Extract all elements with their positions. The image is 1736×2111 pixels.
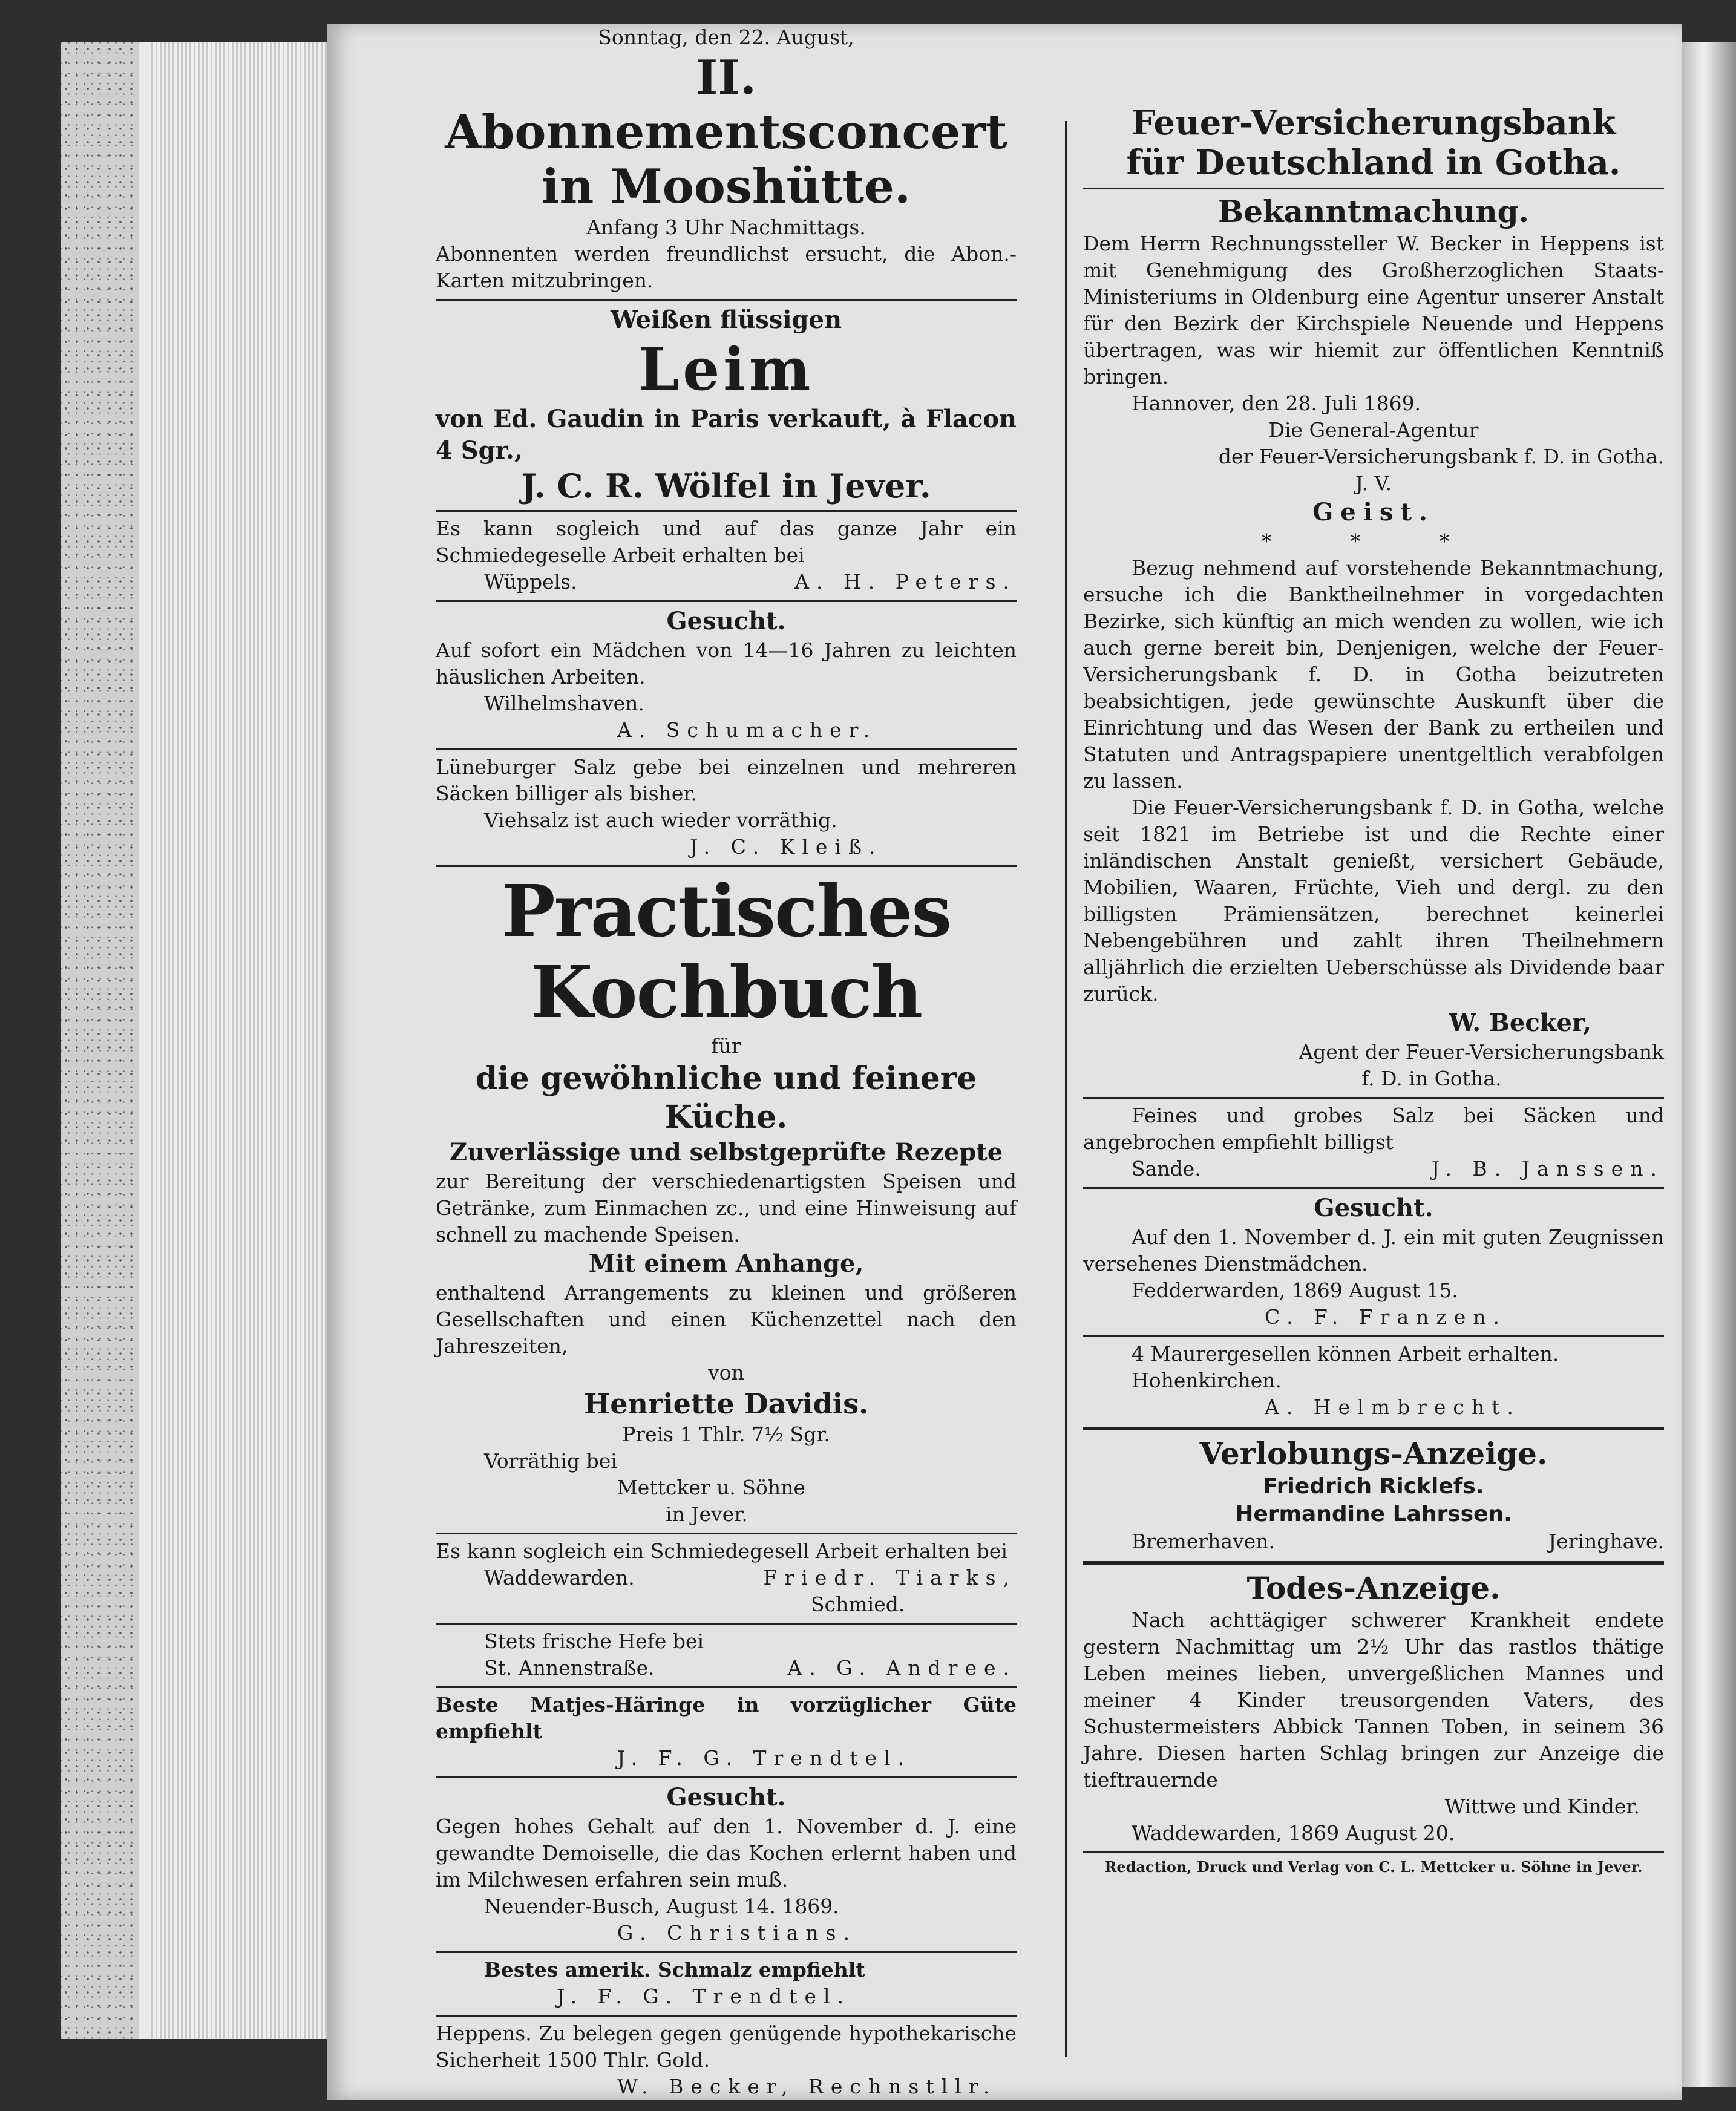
gesucht-name: A. Schumacher. xyxy=(617,718,877,742)
schmied-name: A. H. Peters. xyxy=(794,570,1017,594)
leim-seller: J. C. R. Wölfel in Jever. xyxy=(521,466,931,505)
schmied-sig xyxy=(436,569,1017,595)
right-column xyxy=(1083,103,1664,1876)
bank-date: Hannover, den 28. Juli 1869. xyxy=(1132,391,1421,415)
rsalz-text: Feines und grobes Salz bei Säcken und angebrochen empfiehlt billigst xyxy=(1083,1104,1664,1154)
schmied2-role: Schmied. xyxy=(811,1592,905,1616)
schmied-ad-2 xyxy=(436,1538,1017,1618)
bank-text: Dem Herrn Rechnungssteller W. Becker in Heppens ist mit Genehmigung des Großherzoglichen Staats-Ministeriums in Oldenburg eine Agentur unserer Anstalt für den Bezirk der Kirchspiele Neuende und Heppens übertragen, was wir hiemit zur öffentlichen Kenntniß bringen. xyxy=(1083,232,1664,388)
leim-title: Leim xyxy=(638,335,814,404)
matjes-text: Beste Matjes-Häringe in vorzüglicher Güte empfiehlt xyxy=(436,1693,1017,1743)
divider xyxy=(436,510,1017,512)
rsalz-name: J. B. Janssen. xyxy=(1431,1157,1664,1180)
todes-text: Nach achttägiger schwerer Krankheit endete gestern Nachmittag um 2½ Uhr das rastlos thätige Leben meines lieben, unvergeßlichen Mannes und meiner 4 Kinder treusorgenden Vaters, des Schustermeisters Abbick Tannen Toben, in seinem 36 Jahre. Diesen harten Schlag bringen zur Anzeige die tieftrauernde xyxy=(1083,1608,1664,1792)
salz-ad-left xyxy=(436,754,1017,860)
hefe-ad xyxy=(436,1628,1017,1681)
hefe-name: A. G. Andree. xyxy=(787,1656,1017,1680)
divider xyxy=(1083,1187,1664,1189)
divider xyxy=(436,1776,1017,1778)
todes-sig: Wittwe und Kinder. xyxy=(1444,1795,1640,1818)
rgesucht-head: Gesucht. xyxy=(1314,1194,1433,1222)
schmalz-text: Bestes amerik. Schmalz empfiehlt xyxy=(484,1958,865,1982)
kochbuch-text: zur Bereitung der verschiedenartigsten Speisen und Getränke, zum Einmachen zc., und eine Hinweisung auf schnell zu machende Speisen. xyxy=(436,1170,1017,1246)
divider xyxy=(436,600,1017,602)
schmalz-ad xyxy=(436,1957,1017,2010)
todes-ad xyxy=(1083,1569,1664,1847)
gesucht2-text: Gegen hohes Gehalt auf den 1. November d. J. eine gewandte Demoiselle, die das Kochen erlernt haben und im Milchwesen erfahren sein muß. xyxy=(436,1815,1017,1891)
verlobung-ad xyxy=(1083,1435,1664,1555)
concert-start: Anfang 3 Uhr Nachmittags. xyxy=(586,215,866,239)
gesucht2-place: Neuender-Busch, August 14. 1869. xyxy=(484,1894,839,1918)
facing-page-edge xyxy=(1682,42,1736,2087)
matjes-ad xyxy=(436,1692,1017,1772)
divider xyxy=(1083,1335,1664,1337)
rgesucht-text: Auf den 1. November d. J. ein mit guten Zeugnissen versehenes Dienstmädchen. xyxy=(1083,1225,1664,1275)
rgesucht-place: Fedderwarden, 1869 August 15. xyxy=(1132,1278,1458,1302)
gesucht-ad-1 xyxy=(436,606,1017,744)
divider xyxy=(436,1686,1017,1688)
todes-place: Waddewarden, 1869 August 20. xyxy=(1132,1821,1455,1845)
concert-ad xyxy=(436,24,1017,294)
verlobung-place2: Jeringhave. xyxy=(1548,1530,1664,1553)
verlobung-name2: Hermandine Lahrssen. xyxy=(1235,1502,1512,1527)
schmied-place: Wüppels. xyxy=(484,570,577,594)
kochbuch-sub2: Zuverlässige und selbstgeprüfte Rezepte xyxy=(449,1138,1003,1167)
maurer-name: A. Helmbrecht. xyxy=(1265,1395,1521,1419)
gesucht2-head: Gesucht. xyxy=(666,1783,786,1812)
kochbuch-author: Henriette Davidis. xyxy=(583,1387,869,1420)
kochbuch-anhang: Mit einem Anhange, xyxy=(588,1249,864,1278)
kochbuch-text2: enthaltend Arrangements zu kleinen und größeren Gesellschaften und einen Küchenzettel nach den Jahreszeiten, xyxy=(436,1281,1017,1358)
bank-sig4: Geist. xyxy=(1312,498,1435,526)
hefe-text: Stets frische Hefe bei xyxy=(484,1629,704,1653)
schmied-text: Es kann sogleich und auf das ganze Jahr ein Schmiedegeselle Arbeit erhalten bei xyxy=(436,517,1017,567)
salz-text2: Viehsalz ist auch wieder vorräthig. xyxy=(484,808,837,832)
maurer-text: 4 Maurergesellen können Arbeit erhalten. xyxy=(1132,1342,1559,1366)
kochbuch-title: Practisches Kochbuch xyxy=(501,869,951,1034)
column-divider xyxy=(1065,121,1067,2057)
book-page-stack xyxy=(61,42,327,2039)
divider-thick xyxy=(1083,1427,1664,1430)
maurer-place: Hohenkirchen. xyxy=(1132,1369,1282,1392)
leim-ad xyxy=(436,304,1017,505)
hypothek-ad xyxy=(436,2020,1017,2100)
bank-stars: * * * xyxy=(1261,529,1486,553)
bank-agent3: f. D. in Gotha. xyxy=(1361,1067,1502,1090)
leim-desc: von Ed. Gaudin in Paris verkauft, à Flacon 4 Sgr., xyxy=(436,405,1017,465)
divider xyxy=(436,865,1017,867)
bank-title1: Feuer-Versicherungsbank xyxy=(1131,103,1616,143)
divider xyxy=(1083,1851,1664,1853)
bank-sig2: der Feuer-Versicherungsbank f. D. in Gotha. xyxy=(1218,445,1664,468)
divider xyxy=(436,1623,1017,1625)
bank-title2: für Deutschland in Gotha. xyxy=(1126,143,1621,183)
schmied2-place: Waddewarden. xyxy=(484,1566,635,1589)
hefe-sig xyxy=(436,1655,1017,1681)
kochbuch-seller1: Mettcker u. Söhne xyxy=(617,1476,805,1499)
divider xyxy=(436,2015,1017,2017)
divider xyxy=(436,1533,1017,1534)
left-column xyxy=(436,24,1017,2100)
schmied2-sig xyxy=(436,1565,1017,1591)
hypo-text: Heppens. Zu belegen gegen genügende hypothekarische Sicherheit 1500 Thlr. Gold. xyxy=(436,2021,1017,2072)
bank-sig3: J. V. xyxy=(1355,471,1392,495)
divider xyxy=(436,1951,1017,1953)
matjes-name: J. F. G. Trendtel. xyxy=(617,1746,912,1770)
gesucht2-name: G. Christians. xyxy=(617,1921,857,1945)
kochbuch-seller2: in Jever. xyxy=(666,1502,748,1526)
concert-venue: in Mooshütte. xyxy=(541,159,911,214)
bank-agent2: Agent der Feuer-Versicherungsbank xyxy=(1299,1040,1664,1064)
bank-head: Bekanntmachung. xyxy=(1217,194,1530,229)
hypo-name: W. Becker, Rechnstllr. xyxy=(617,2075,997,2098)
divider xyxy=(1083,188,1664,189)
schmied2-name: Friedr. Tiarks, xyxy=(763,1566,1017,1589)
imprint: Redaction, Druck und Verlag von C. L. Mettcker u. Söhne in Jever. xyxy=(1104,1858,1643,1876)
maurer-ad xyxy=(1083,1341,1664,1421)
rsalz-sig xyxy=(1083,1156,1664,1182)
bank-sig1: Die General-Agentur xyxy=(1268,418,1479,442)
kochbuch-stock: Vorräthig bei xyxy=(484,1449,617,1473)
gesucht-head: Gesucht. xyxy=(666,607,786,635)
salz-ad-right xyxy=(1083,1102,1664,1182)
divider xyxy=(436,748,1017,750)
kochbuch-von: von xyxy=(708,1361,744,1384)
kochbuch-sub: die gewöhnliche und feinere Küche. xyxy=(475,1060,977,1136)
concert-title: II. Abonnementsconcert xyxy=(445,50,1007,160)
gesucht-text: Auf sofort ein Mädchen von 14—16 Jahren zu leichten häuslichen Arbeiten. xyxy=(436,638,1017,689)
marbled-edge xyxy=(61,42,139,2039)
todes-head: Todes-Anzeige. xyxy=(1246,1570,1501,1606)
bank-text2: Bezug nehmend auf vorstehende Bekanntmachung, ersuche ich die Banktheilnehmer in vorgedachten Bezirke, sich künftig an mich wenden zu wollen, wie ich auch gerne bereit bin, Denjenigen, welche der Feuer-Versicherungsbank f. D. in Gotha beizutreten beabsichtigen, jede gewünschte Auskunft über die Einrichtung und das Wesen der Bank zu ertheilen und Statuten und Antragspapiere unentgeltlich verabfolgen zu lassen. xyxy=(1083,556,1664,793)
gesucht-ad-right xyxy=(1083,1193,1664,1330)
salz-text: Lüneburger Salz gebe bei einzelnen und mehreren Säcken billiger als bisher. xyxy=(436,755,1017,805)
newspaper-page xyxy=(327,24,1682,2100)
rgesucht-name: C. F. Franzen. xyxy=(1265,1305,1507,1329)
bank-text3: Die Feuer-Versicherungsbank f. D. in Gotha, welche seit 1821 im Betriebe ist und die Rechte einer inländischen Anstalt genießt, versichert Gebäude, Mobilien, Waaren, Früchte, Vieh und dergl. zu den billigsten Prämiensätzen, berechnet keinerlei Nebengebühren und zahlt ihren Theilnehmern alljährlich die erzielten Ueberschüsse als Dividende baar zurück. xyxy=(1083,796,1664,1006)
concert-note: Abonnenten werden freundlichst ersucht, die Abon.-Karten mitzubringen. xyxy=(436,242,1017,292)
rsalz-place: Sande. xyxy=(1132,1157,1201,1180)
schmied-ad-1 xyxy=(436,515,1017,595)
page-edges xyxy=(151,42,327,2039)
divider xyxy=(436,299,1017,301)
divider xyxy=(1083,1097,1664,1099)
bank-agent: W. Becker, xyxy=(1449,1009,1591,1037)
schmalz-name: J. F. G. Trendtel. xyxy=(557,1985,851,2008)
leim-head: Weißen flüssigen xyxy=(610,306,842,334)
gesucht-ad-2 xyxy=(436,1782,1017,1946)
verlobung-place1: Bremerhaven. xyxy=(1132,1530,1275,1553)
divider-thick xyxy=(1083,1561,1664,1565)
gesucht-place: Wilhelmshaven. xyxy=(484,692,644,715)
verlobung-head: Verlobungs-Anzeige. xyxy=(1199,1436,1548,1471)
verlobung-name1: Friedrich Ricklefs. xyxy=(1263,1474,1484,1499)
salz-name: J. C. Kleiß. xyxy=(690,835,883,859)
bank-ad xyxy=(1083,103,1664,1092)
concert-date: Sonntag, den 22. August, xyxy=(598,25,854,49)
verlobung-places xyxy=(1083,1528,1664,1555)
kochbuch-price: Preis 1 Thlr. 7½ Sgr. xyxy=(622,1422,830,1446)
hefe-place: St. Annenstraße. xyxy=(484,1656,655,1680)
kochbuch-fuer: für xyxy=(711,1034,741,1058)
schmied2-text: Es kann sogleich ein Schmiedegesell Arbeit erhalten bei xyxy=(436,1539,1007,1563)
kochbuch-ad xyxy=(436,871,1017,1528)
